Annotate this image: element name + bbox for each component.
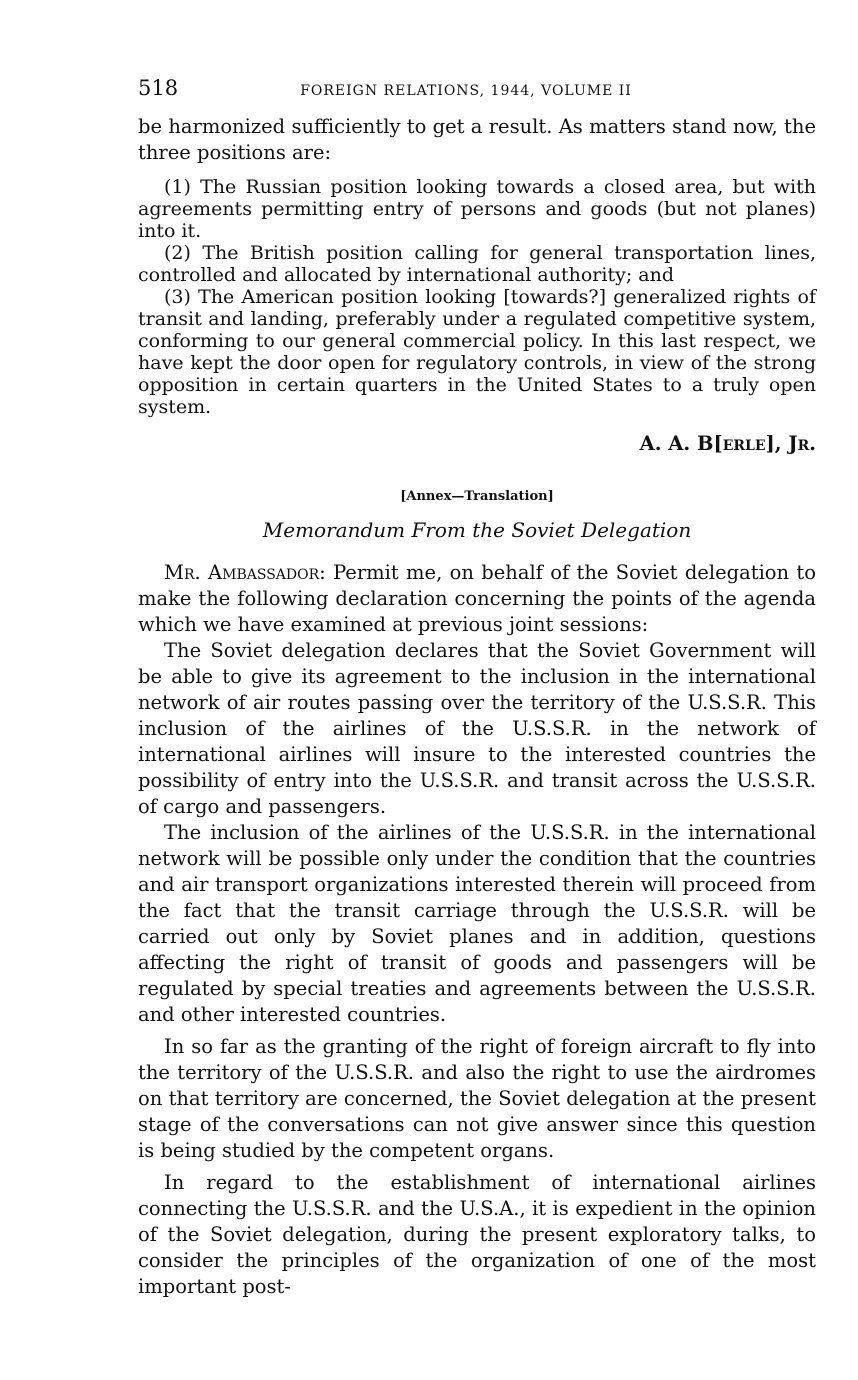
memo-paragraph: The inclusion of the airlines of the U.S.S.R. in the international network will be possible only under the condition that the countries and air transport organizations interested therein will proceed from the fact that the transit carriage through the U.S.S.R. will be carried out only by Soviet planes and in addition, questions affecting the right of transit of goods and passengers will be regulated by special treaties and agreements between the U.S.S.R. and other interested countries. (138, 821, 816, 1026)
running-head: FOREIGN RELATIONS, 1944, VOLUME II (300, 83, 632, 99)
position-american: (3) The American position looking [towards?] generalized rights of transit and landing, preferably under a regulated competitive system, conforming to our general commercial policy. In this last respect, we have kept the door open for regulatory controls, in view of the strong opposition in certain quarters in the United States to a truly open system. (138, 286, 816, 418)
page-number: 518 (138, 76, 179, 100)
page-header (138, 76, 816, 106)
memo-title: Memorandum From the Soviet Delegation (262, 518, 692, 542)
memo-paragraph: The Soviet delegation declares that the Soviet Government will be able to give its agreement to the inclusion in the international network of air routes passing over the territory of the U.S.S.R. This inclusion of the airlines of the U.S.S.R. in the network of international airlines will insure to the interested countries the possibility of entry into the U.S.S.R. and transit across the U.S.S.R. of cargo and passengers. (138, 639, 816, 818)
intro-paragraph: be harmonized sufficiently to get a result. As matters stand now, the three positions are: (138, 115, 816, 164)
position-russian: (1) The Russian position looking towards a closed area, but with agreements permitting entry of persons and goods (but not planes) into it. (138, 176, 816, 242)
memo-paragraph: In regard to the establishment of international airlines connecting the U.S.S.R. and the U.S.A., it is expedient in the opinion of the Soviet delegation, during the present exploratory talks, to consider the principles of the organization of one of the most important post- (138, 1171, 816, 1298)
signature: A. A. B[erle], Jr. (639, 432, 816, 455)
memo-paragraph: In so far as the granting of the right of foreign aircraft to fly into the territory of the U.S.S.R. and also the right to use the airdromes on that territory are concerned, the Soviet delegation at the present stage of the conversations can not give answer since this question is being studied by the competent organs. (138, 1035, 816, 1162)
position-british: (2) The British position calling for general transportation lines, controlled and allocated by international authority; and (138, 242, 816, 286)
annex-label: [Annex—Translation] (400, 489, 554, 504)
positions-list (138, 176, 816, 418)
memo-opening: Mr. Ambassador: Permit me, on behalf of the Soviet delegation to make the following declaration concerning the points of the agenda which we have examined at previous joint sessions: (138, 561, 817, 636)
document-page (138, 76, 816, 1300)
